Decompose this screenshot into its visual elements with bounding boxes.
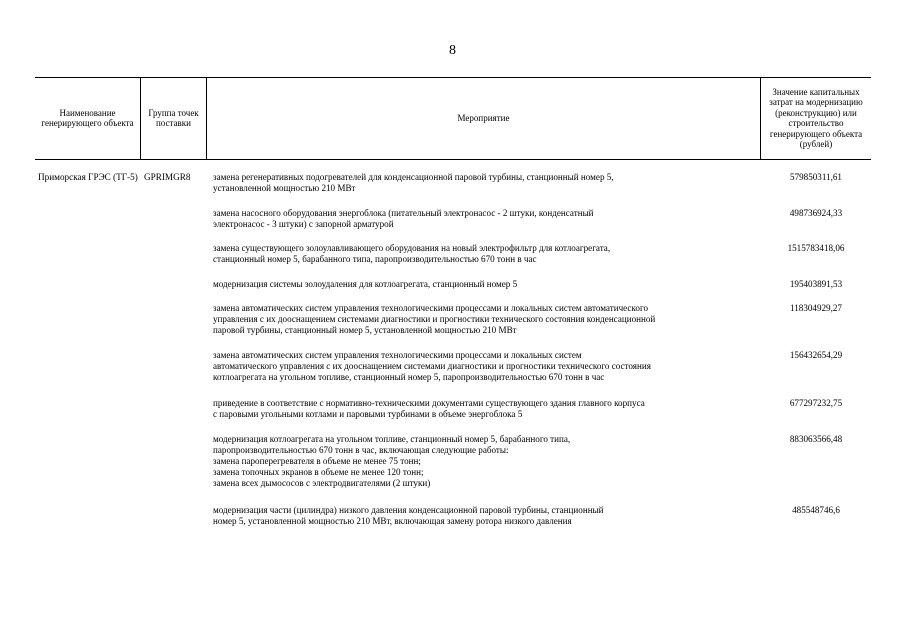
value-cell: 118304929,27 xyxy=(790,303,842,313)
measure-text: приведение в соответствие с нормативно-техническими документами существующего здания главного корпуса с паровыми угольными котлами и паровыми турбинами в объеме энергоблока 5 xyxy=(213,398,645,420)
measure-text: замена автоматических систем управления технологическими процессами и локальных систем автоматического управления с их дооснащением системами диагностики и прогностики технического состояния котлоагрегата на угольном топливе, станционный номер 5, паропроизводительностью 670 тонн в час xyxy=(213,350,651,383)
value-cell: 677297232,75 xyxy=(789,398,843,408)
header-supply-group: Группа точек поставки xyxy=(148,107,199,128)
page-number: 8 xyxy=(449,43,456,58)
measure-text: модернизация части (цилиндра) низкого давления конденсационной паровой турбины, станционный номер 5, установленной мощностью 210 МВт, включающая замену ротора низкого давления xyxy=(213,505,604,527)
value-cell: 1515783418,06 xyxy=(787,243,845,253)
header-measure: Мероприятие xyxy=(457,112,510,123)
measure-text: замена автоматических систем управления технологическими процессами и локальных систем автоматического управления с их дооснащением системами диагностики и прогностики технического состояния конденсационной паровой турбины, станционный номер 5, установленной мощностью 210 МВт xyxy=(213,303,656,336)
measure-text: модернизация системы золоудаления для котлоагрегата, станционный номер 5 xyxy=(213,279,518,289)
object-name-cell: Приморская ГРЭС (ТГ-5) xyxy=(38,172,138,182)
value-cell: 195403891,53 xyxy=(789,279,843,289)
measure-text: замена насосного оборудования энергоблока (питательный электронасос - 2 штуки, конденсатный электронасос - 3 штуки) с запорной арматурой xyxy=(213,208,594,230)
measure-text: модернизация котлоагрегата на угольном топливе, станционный номер 5, барабанного типа, паропроизводительностью 670 тонн в час, включающая следующие работы: замена пароперегревателя в объеме не менее 75 тонн; замена топочных экранов в объеме не менее 120 тонн; замена всех дымососов с электродвигателями (2 штуки) xyxy=(213,434,571,489)
value-cell: 498736924,33 xyxy=(789,208,843,218)
header-object-name: Наименование генерирующего объекта xyxy=(41,107,134,128)
measure-text: замена регенеративных подогревателей для конденсационной паровой турбины, станционный номер 5, установленной мощностью 210 МВт xyxy=(213,172,614,194)
value-cell: 156432654,29 xyxy=(789,350,843,360)
value-cell: 883063566,48 xyxy=(789,434,843,444)
header-value: Значение капитальных затрат на модернизацию (реконструкцию) или строительство генерирующего объекта (рублей) xyxy=(769,86,863,149)
supply-group-cell: GPRIMGR8 xyxy=(144,172,191,182)
value-cell: 579850311,61 xyxy=(790,172,842,182)
header-bottom-rule xyxy=(35,159,871,160)
value-cell: 485548746,6 xyxy=(792,505,840,515)
measure-text: замена существующего золоулавливающего оборудования на новый электрофильтр для котлоагрегата, станционный номер 5, барабанного типа, паропроизводительностью 670 тонн в час xyxy=(213,243,611,265)
